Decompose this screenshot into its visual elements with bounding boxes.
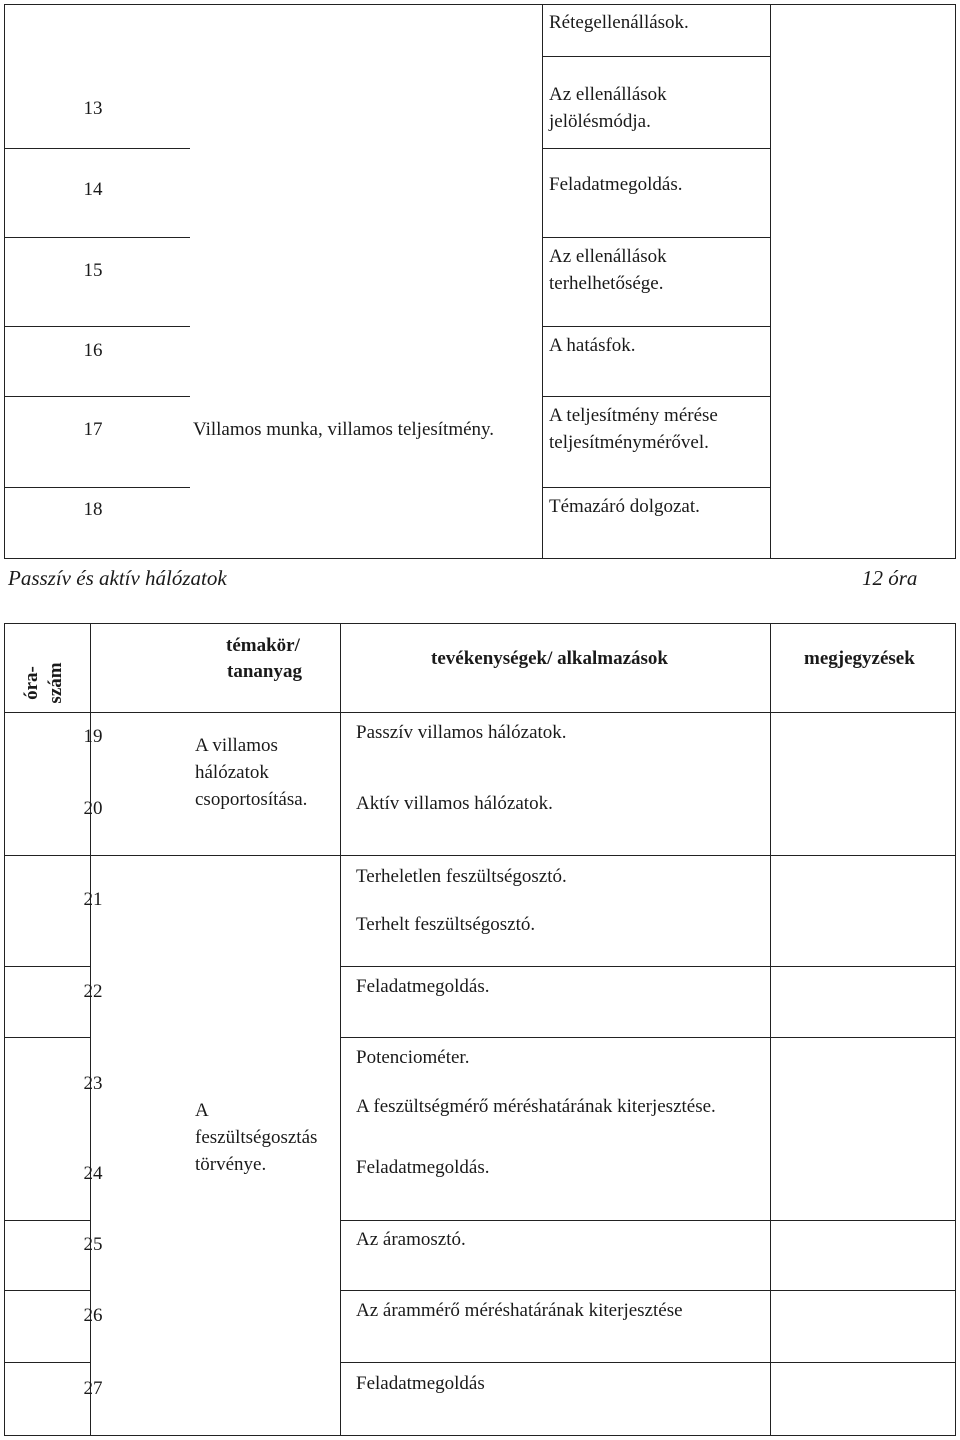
row-number: 27 [83,1378,103,1399]
activity-cell: Az ellenállások [549,84,667,105]
section-hours: 12 óra [862,566,918,590]
row-line [542,148,771,149]
topic-cell: Villamos munka, villamos teljesítmény. [193,419,495,440]
row-number: 22 [83,981,103,1002]
row-number: 25 [83,1234,103,1255]
row-number: 24 [83,1163,103,1184]
row-line [4,1290,91,1291]
row-line-top [4,4,956,5]
activity-cell: Rétegellenállások. [549,12,689,33]
activity-cell: teljesítménymérővel. [549,432,709,453]
row-number: 19 [83,726,103,747]
activity-cell: Témazáró dolgozat. [549,496,700,517]
activity-cell: Feladatmegoldás [356,1373,485,1394]
activity-cell: terhelhetősége. [549,273,664,294]
topic-cell: feszültségosztás [195,1127,318,1148]
topic-cell: A villamos [195,735,278,756]
activity-cell: Aktív villamos hálózatok. [356,793,553,814]
border-left-bottom [4,623,5,1436]
row-line [4,855,956,856]
activity-cell: Az árammérő méréshatárának kiterjesztése [356,1300,683,1321]
row-line [4,148,190,149]
activity-cell: Terhelt feszültségosztó. [356,914,536,935]
row-line [4,1037,91,1038]
section-title: Passzív és aktív hálózatok [8,566,227,590]
row-line [340,966,956,967]
header-bottom-line [4,712,956,713]
row-line [542,56,771,57]
border-right-bottom [955,623,956,1436]
row-line [4,487,190,488]
row-number: 23 [83,1073,103,1094]
row-line [340,1220,956,1221]
row-number: 16 [83,340,103,361]
row-line [4,326,190,327]
activity-cell: A teljesítmény mérése [549,405,718,426]
col-divider-notes [770,4,771,559]
activity-cell: A hatásfok. [549,335,636,356]
activity-cell: jelölésmódja. [549,111,651,132]
table-bottom-line [4,1435,956,1436]
header-notes: megjegyzések [804,648,915,669]
activity-cell: Az ellenállások [549,246,667,267]
row-line [542,237,771,238]
row-line [4,396,190,397]
row-line [340,1362,956,1363]
row-line [4,966,91,967]
row-line [4,1362,91,1363]
row-number: 21 [83,889,103,910]
topic-cell: hálózatok [195,762,269,783]
row-number: 26 [83,1305,103,1326]
activity-cell: Feladatmegoldás. [356,976,490,997]
header-num-line2: szám [45,662,66,704]
row-line [542,487,771,488]
row-number: 15 [83,260,103,281]
topic-cell: A [195,1100,209,1121]
row-number: 20 [83,798,103,819]
activity-cell: Az áramosztó. [356,1229,466,1250]
row-line [340,1037,956,1038]
row-number: 17 [83,419,103,440]
row-line [340,1290,956,1291]
activity-cell: A feszültségmérő méréshatárának kiterjesztése. [356,1096,716,1117]
header-top-line [4,623,956,624]
col-divider-activity [340,623,341,1436]
header-topic-line2: tananyag [227,661,302,682]
topic-cell: törvénye. [195,1154,267,1175]
border-left-top [4,4,5,559]
row-line [4,1220,91,1221]
activity-cell: Potenciométer. [356,1047,470,1068]
row-line [542,396,771,397]
row-number: 14 [83,179,103,200]
activity-cell: Passzív villamos hálózatok. [356,722,567,743]
activity-cell: Terheletlen feszültségosztó. [356,866,567,887]
row-number: 18 [83,499,103,520]
row-number: 13 [83,98,103,119]
topic-cell: csoportosítása. [195,789,308,810]
col-divider-activity [542,4,543,559]
row-line [542,326,771,327]
section-divider [4,558,956,559]
header-num-line1: óra- [21,666,42,700]
header-topic-line1: témakör/ [226,635,300,656]
activity-cell: Feladatmegoldás. [356,1157,490,1178]
col-divider-notes [770,623,771,1436]
header-num-column [20,633,76,733]
border-right-top [955,4,956,559]
activity-cell: Feladatmegoldás. [549,174,683,195]
header-activities: tevékenységek/ alkalmazások [431,648,668,669]
row-line [4,237,190,238]
